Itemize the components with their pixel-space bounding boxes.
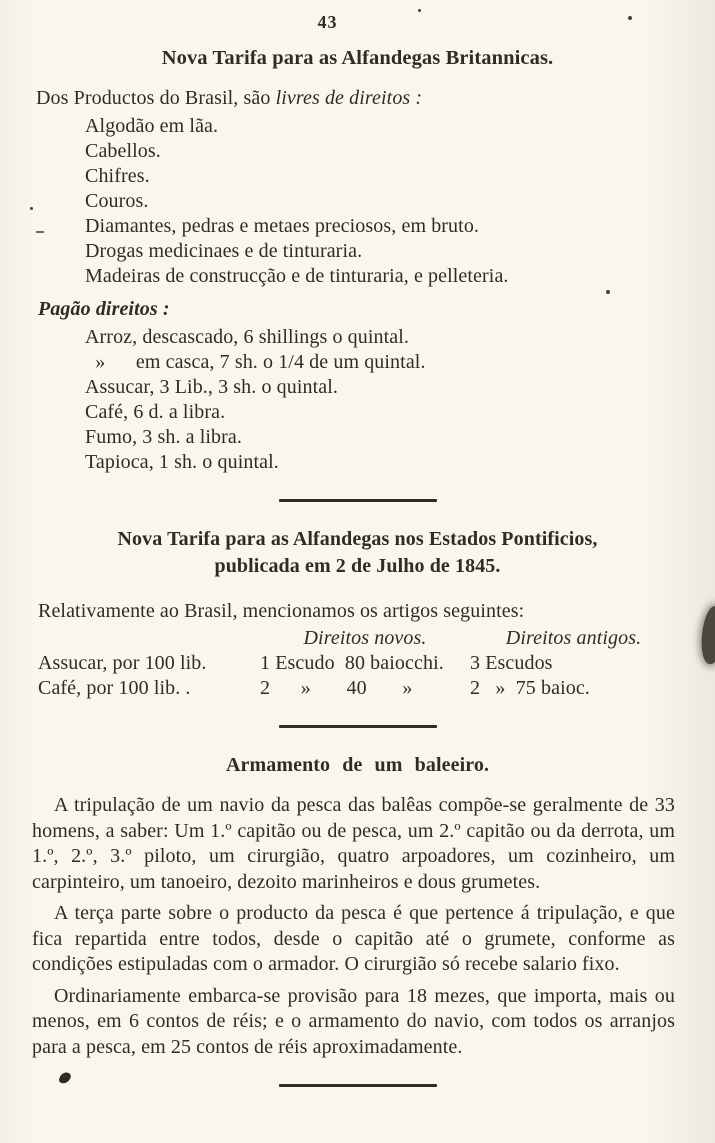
- ink-speck: [30, 207, 33, 210]
- section-divider: [279, 499, 437, 502]
- table-cell-novos: 2 » 40 »: [260, 677, 413, 699]
- ink-speck: [628, 16, 632, 20]
- list-item: Drogas medicinaes e de tinturaria.: [85, 240, 363, 262]
- table-cell-item: Assucar, por 100 lib.: [38, 652, 207, 674]
- list-item: Fumo, 3 sh. a libra.: [85, 426, 242, 448]
- paid-duties-heading: Pagão direitos :: [38, 298, 170, 320]
- section1-intro: [36, 87, 673, 110]
- tariff-table-header: [38, 626, 677, 651]
- section2-intro: Relativamente ao Brasil, mencionamos os artigos seguintes:: [38, 600, 525, 622]
- list-item: Diamantes, pedras e metaes preciosos, em bruto.: [85, 215, 480, 237]
- section2-title: [45, 526, 670, 580]
- table-cell-antigos: 3 Escudos: [470, 652, 553, 674]
- section2-title-line2: publicada em 2 de Julho de 1845.: [214, 555, 501, 577]
- empty-header-cell: [38, 626, 260, 651]
- list-item: » em casca, 7 sh. o 1/4 de um quintal.: [85, 351, 426, 373]
- paragraph: Ordinariamente embarca-se provisão para 18 mezes, que importa, mais ou menos, em 6 contos de réis; e o armamento do navio, com todos os arranjos para a pesca, em 25 contos de réis aproximadamente.: [32, 984, 675, 1058]
- list-item: Algodão em lãa.: [85, 115, 219, 137]
- list-item: Assucar, 3 Lib., 3 sh. o quintal.: [85, 376, 339, 398]
- paragraph: A tripulação de um navio da pesca das balêas compõe-se geralmente de 33 homens, a saber: Um 1.º capitão ou de pesca, um 2.º capitão ou da derrota, um 1.º, 2.º, 3.º piloto, um cirurgião, quatro arpoadores, um cozinheiro, um carpinteiro, um tanoeiro, dezoito marinheiros e dous grumetes.: [32, 794, 675, 893]
- list-item: Arroz, descascado, 6 shillings o quintal.: [85, 326, 410, 348]
- section2-title-line1: Nova Tarifa para as Alfandegas nos Estados Pontificios,: [117, 528, 598, 550]
- list-item: Tapioca, 1 sh. o quintal.: [85, 451, 279, 473]
- page-number: 43: [317, 12, 338, 32]
- section-divider: [279, 1084, 437, 1087]
- paragraph: A terça parte sobre o producto da pesca é que pertence á tripulação, e que fica repartida entre todos, desde o capitão até o grumete, conforme as condições estipuladas com o armador. O cirurgião só recebe salario fixo.: [32, 902, 675, 975]
- section1-intro-italic: livres de direitos :: [275, 87, 423, 109]
- section-divider: [279, 725, 437, 728]
- scan-smudge: [699, 605, 715, 665]
- table-cell-item: Café, por 100 lib. .: [38, 677, 191, 699]
- table-row: [38, 651, 677, 676]
- ink-speck: [36, 231, 44, 233]
- section3-title: Armamento de um baleeiro.: [225, 754, 490, 776]
- ink-speck: [58, 1070, 72, 1085]
- list-item: Café, 6 d. a libra.: [85, 401, 226, 423]
- list-item: Chifres.: [85, 165, 150, 187]
- column-header-antigos: Direitos antigos.: [505, 627, 642, 649]
- tariff-table: [38, 626, 677, 701]
- column-header-novos: Direitos novos.: [303, 627, 427, 649]
- ink-speck: [418, 9, 421, 12]
- paid-items-list: [0, 325, 715, 475]
- list-item: Cabellos.: [85, 140, 161, 162]
- table-row: [38, 676, 677, 701]
- table-cell-antigos: 2 » 75 baioc.: [470, 677, 590, 699]
- table-cell-novos: 1 Escudo 80 baiocchi.: [260, 652, 444, 674]
- free-items-list: [0, 114, 715, 289]
- section1-title: Nova Tarifa para as Alfandegas Britannicas.: [161, 47, 554, 69]
- list-item: Madeiras de construcção e de tinturaria, e pelleteria.: [85, 265, 509, 287]
- list-item: Couros.: [85, 190, 149, 212]
- ink-speck: [606, 290, 610, 294]
- section1-intro-normal: Dos Productos do Brasil, são: [36, 87, 276, 109]
